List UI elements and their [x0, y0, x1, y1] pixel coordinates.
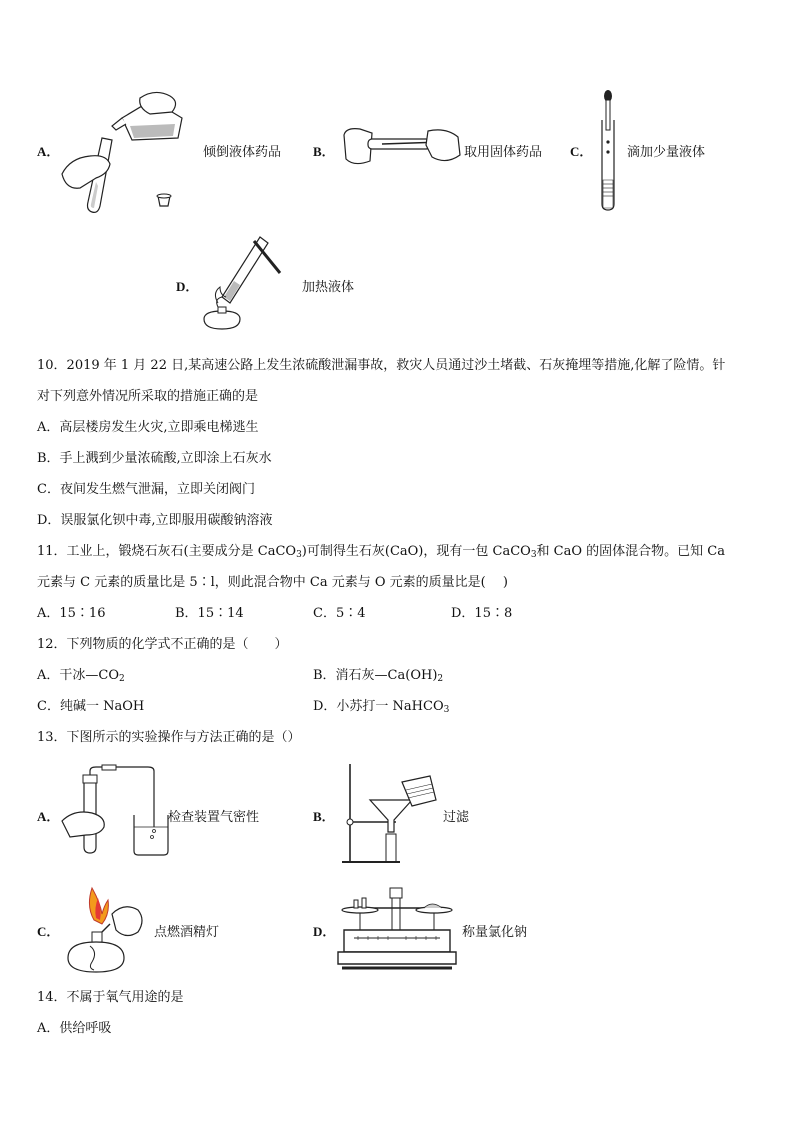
question-stem: 14．不属于氧气用途的是	[37, 990, 184, 1005]
option-a[interactable]: A．15∶16	[37, 606, 106, 621]
option-caption: 过滤	[443, 810, 470, 825]
pouring-liquid-illustration	[60, 78, 200, 218]
lighting-alcohol-lamp-illustration	[64, 884, 148, 974]
option-d[interactable]: D．小苏打一 NaHCO$_3$	[313, 699, 450, 715]
option-caption: 检查装置气密性	[168, 810, 260, 825]
option-letter: B．	[313, 144, 335, 159]
option-letter: B．	[313, 809, 335, 824]
filtration-illustration	[340, 762, 444, 866]
option-a[interactable]: A．干冰$—CO_2$	[37, 668, 125, 684]
option-letter: C．	[37, 924, 60, 939]
option-b[interactable]: B．15∶14	[175, 606, 244, 621]
option-c[interactable]: C．纯碱一 NaOH	[37, 699, 145, 714]
option-a[interactable]: A．供给呼吸	[37, 1021, 112, 1036]
option-caption: 取用固体药品	[464, 145, 543, 160]
question-stem: 11．工业上，锻烧石灰石(主要成分是 CaCO$_3$)可制得生石灰(CaO)，现有一包 CaCO$_3$和 CaO 的固体混合物。已知 Ca	[37, 544, 725, 560]
question-stem: 10．2019 年 1 月 22 日,某高速公路上发生浓硫酸泄漏事故，救灾人员通过沙土堵截、石灰掩埋等措施,化解了险情。针	[37, 358, 726, 373]
option-d[interactable]: D．15∶8	[451, 606, 513, 621]
option-letter: D．	[313, 924, 336, 939]
question-13-stem: 13．下图所示的实验操作与方法正确的是（）	[37, 730, 301, 745]
option-c[interactable]: C．夜间发生燃气泄漏，立即关闭阀门	[37, 482, 255, 497]
airtightness-check-illustration	[62, 765, 172, 857]
option-caption: 加热液体	[302, 280, 355, 295]
question-stem-cont: 对下列意外情况所采取的措施正确的是	[37, 389, 259, 404]
option-letter: C．	[570, 144, 593, 159]
option-caption: 称量氯化钠	[462, 925, 528, 940]
dropper-illustration	[596, 90, 620, 212]
option-b[interactable]: B．手上溅到少量浓硫酸,立即涂上石灰水	[37, 451, 272, 466]
option-a[interactable]: A．高层楼房发生火灾,立即乘电梯逃生	[37, 420, 259, 435]
option-c[interactable]: C．5∶4	[313, 606, 366, 621]
option-caption: 倾倒液体药品	[203, 145, 282, 160]
option-d[interactable]: D．误服氯化钡中毒,立即服用碳酸钠溶液	[37, 513, 273, 528]
heating-liquid-illustration	[200, 233, 300, 333]
option-letter: A．	[37, 144, 60, 159]
option-letter: D．	[176, 279, 199, 294]
taking-solid-illustration	[342, 125, 462, 170]
option-letter: A．	[37, 809, 60, 824]
option-caption: 滴加少量液体	[627, 145, 706, 160]
option-caption: 点燃酒精灯	[154, 925, 220, 940]
balance-scale-illustration	[338, 886, 456, 972]
question-stem-cont: 元素与 C 元素的质量比是 5∶l，则此混合物中 Ca 元素与 O 元素的质量比是( )	[37, 575, 508, 590]
option-b[interactable]: B．消石灰$—Ca(OH)_2$	[313, 668, 444, 684]
question-stem: 12．下列物质的化学式不正确的是（ ）	[37, 637, 288, 652]
